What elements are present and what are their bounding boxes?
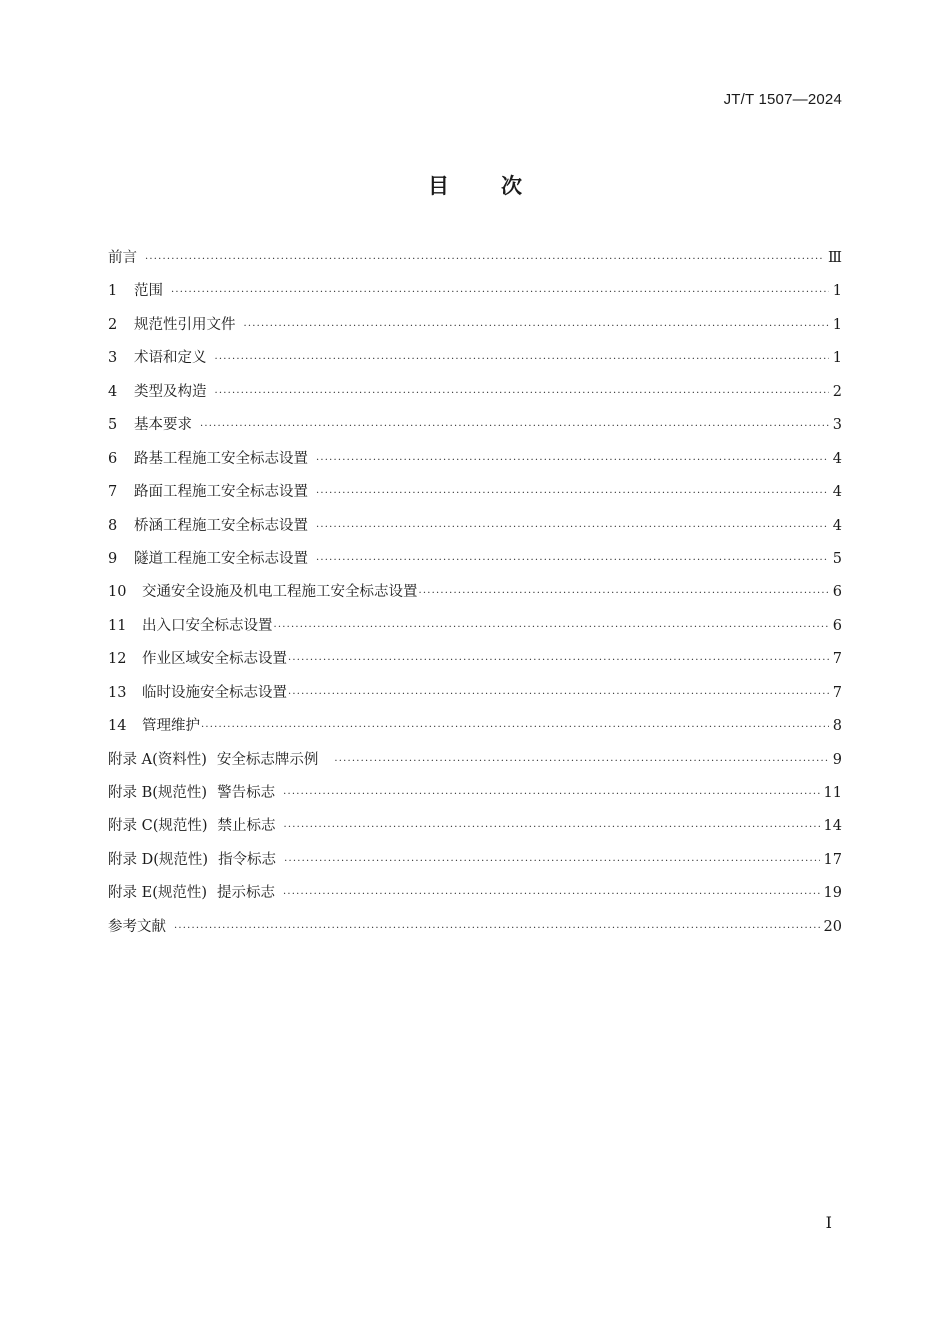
appendix-prefix: 附录 A(资料性) [108, 751, 207, 768]
toc-leader-dots [174, 923, 820, 934]
toc-entry-page: 1 [832, 316, 842, 333]
appendix-prefix: 附录 D(规范性) [108, 851, 209, 868]
toc-entry-label: 8 桥涵工程施工安全标志设置 [108, 517, 308, 534]
toc-entry-page: 4 [832, 517, 842, 534]
toc-leader-dots [274, 622, 829, 633]
toc-entry-page: 1 [832, 283, 842, 300]
toc-leader-dots [283, 889, 820, 900]
toc-leader-dots [419, 588, 829, 599]
toc-leader-dots [200, 421, 829, 432]
toc-entry[interactable] [108, 413, 842, 446]
toc-entry-page: 4 [832, 484, 842, 501]
toc-entry[interactable] [108, 915, 842, 948]
toc-entry-page: 4 [832, 450, 842, 467]
toc-entry-page: 11 [823, 785, 842, 801]
toc-leader-dots [171, 287, 829, 298]
toc-entry-appendix[interactable] [108, 848, 842, 881]
toc-leader-dots [284, 856, 819, 867]
toc-entry-appendix[interactable] [108, 814, 842, 847]
appendix-prefix: 附录 C(规范性) [108, 818, 208, 835]
toc-leader-dots [215, 354, 829, 365]
toc-entry[interactable] [108, 380, 842, 413]
toc-entry-number: 11 [108, 617, 127, 634]
toc-entry[interactable] [108, 346, 842, 379]
toc-leader-dots [334, 756, 828, 767]
toc-entry-label: 13 临时设施安全标志设置 [108, 684, 287, 701]
toc-entry-label: 附录 A(资料性) 安全标志牌示例 [108, 751, 319, 768]
toc-entry-page: 6 [832, 584, 842, 601]
toc-entry-number: 8 [108, 517, 118, 534]
toc-entry-page: 1 [832, 350, 842, 367]
toc-entry[interactable] [108, 681, 842, 714]
toc-entry-label: 14 管理维护 [108, 718, 200, 735]
document-code: JT/T 1507—2024 [723, 91, 842, 108]
toc-leader-dots [284, 822, 820, 833]
toc-entry[interactable] [108, 279, 842, 312]
toc-entry-label: 9 隧道工程施工安全标志设置 [108, 550, 308, 567]
toc-entry-number: 12 [108, 651, 127, 668]
toc-entry-label: 1 范围 [108, 283, 163, 300]
toc-entry-page: 3 [832, 417, 842, 434]
toc-entry[interactable] [108, 313, 842, 346]
toc-entry-number: 14 [108, 718, 127, 735]
toc-entry-appendix[interactable] [108, 781, 842, 814]
toc-entry-label: 4 类型及构造 [108, 383, 207, 400]
appendix-prefix: 附录 E(规范性) [108, 885, 208, 902]
toc-entry-page: 2 [832, 383, 842, 400]
toc-entry-number: 9 [108, 550, 118, 567]
toc-leader-dots [316, 555, 829, 566]
title-char-2: 次 [501, 174, 522, 198]
toc-entry[interactable] [108, 246, 842, 279]
toc-leader-dots [316, 522, 829, 533]
toc-entry-label: 12 作业区域安全标志设置 [108, 651, 287, 668]
toc-entry-appendix[interactable] [108, 881, 842, 914]
toc-entry-page: 20 [823, 918, 842, 935]
toc-entry-label: 前言 [108, 250, 137, 266]
toc-entry-page: 19 [823, 885, 842, 902]
toc-entry-page: 14 [823, 818, 842, 835]
toc-leader-dots [244, 321, 829, 332]
appendix-prefix: 附录 B(规范性) [108, 785, 208, 801]
toc-entry-number: 3 [108, 350, 118, 367]
page-title [0, 170, 950, 200]
toc-leader-dots [215, 388, 829, 399]
toc-entry-label: 6 路基工程施工安全标志设置 [108, 450, 308, 467]
toc-entry-appendix[interactable] [108, 748, 842, 781]
toc-entry-page: 6 [832, 617, 842, 634]
toc-entry-label: 10 交通安全设施及机电工程施工安全标志设置 [108, 584, 418, 601]
toc-entry-label: 5 基本要求 [108, 417, 192, 434]
toc-entry-number: 6 [108, 450, 118, 467]
toc-leader-dots [283, 789, 819, 800]
toc-entry-page: 5 [832, 550, 842, 567]
toc-entry-number: 1 [108, 283, 118, 300]
toc-entry[interactable] [108, 714, 842, 747]
toc-entry-label: 2 规范性引用文件 [108, 316, 236, 333]
toc-entry-label: 参考文献 [108, 918, 166, 935]
page-number: I [825, 1213, 832, 1232]
toc-entry-number: 4 [108, 383, 118, 400]
toc-entry-label: 附录 E(规范性) 提示标志 [108, 885, 276, 902]
toc-entry-page: Ⅲ [828, 250, 842, 266]
toc-leader-dots [316, 455, 829, 466]
toc-entry-page: 17 [823, 851, 842, 868]
toc-entry-label: 附录 C(规范性) 禁止标志 [108, 818, 276, 835]
title-char-1: 目 [428, 174, 449, 198]
toc-entry-label: 11 出入口安全标志设置 [108, 617, 273, 634]
toc-leader-dots [288, 689, 829, 700]
toc-entry[interactable] [108, 547, 842, 580]
toc-entry-page: 8 [832, 718, 842, 735]
toc-entry-page: 7 [832, 684, 842, 701]
toc-entry-number: 7 [108, 484, 118, 501]
toc-leader-dots [288, 655, 829, 666]
toc-entry[interactable] [108, 580, 842, 613]
toc-leader-dots [145, 254, 824, 265]
toc-entry-label: 附录 D(规范性) 指令标志 [108, 851, 277, 868]
toc-entry-page: 7 [832, 651, 842, 668]
toc-entry[interactable] [108, 614, 842, 647]
toc-entry[interactable] [108, 447, 842, 480]
toc-entry-number: 5 [108, 417, 118, 434]
table-of-contents [108, 246, 842, 948]
toc-entry[interactable] [108, 514, 842, 547]
toc-entry-number: 2 [108, 316, 118, 333]
toc-entry-number: 10 [108, 584, 127, 601]
toc-entry[interactable] [108, 480, 842, 513]
toc-entry-number: 13 [108, 684, 127, 701]
toc-entry[interactable] [108, 647, 842, 680]
toc-leader-dots [316, 488, 829, 499]
toc-entry-label: 7 路面工程施工安全标志设置 [108, 484, 308, 501]
toc-entry-label: 3 术语和定义 [108, 350, 207, 367]
toc-entry-label: 附录 B(规范性) 警告标志 [108, 785, 276, 801]
toc-entry-page: 9 [832, 751, 842, 768]
toc-leader-dots [201, 722, 829, 733]
